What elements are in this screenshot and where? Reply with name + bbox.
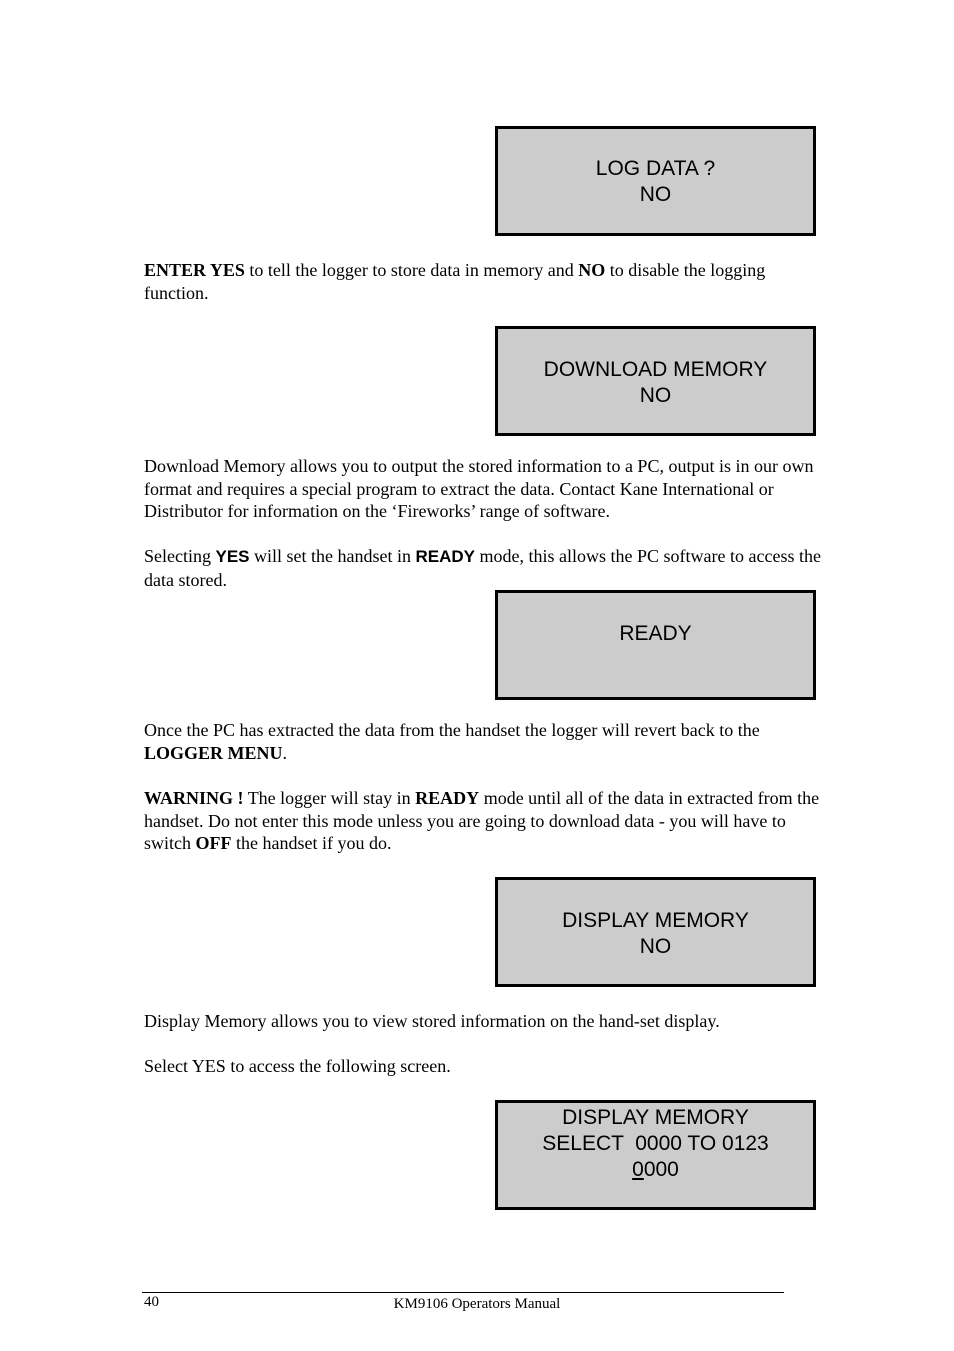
paragraph-display-memory [144,1010,824,1033]
text: . [282,742,288,763]
bold-text: LOGGER MENU [144,742,283,763]
lcd-line-1: LOG DATA ? [595,157,716,180]
footer-title: KM9106 Operators Manual [393,1296,561,1312]
paragraph-warning [144,787,824,855]
text: will set the handset in [249,546,416,566]
text: Once the PC has extracted the data from the handset the logger will revert back to the [144,720,760,740]
lcd-screen-ready [495,590,816,700]
text: Selecting [144,546,216,566]
paragraph-log-data [144,259,824,304]
lcd-screen-log-data [495,126,816,236]
text: Display Memory allows you to view stored information on the hand-set display. [144,1011,720,1031]
lcd-screen-display-memory-select [495,1100,816,1210]
paragraph-once-extracted [144,719,824,764]
paragraph-select-yes [144,1055,824,1078]
bold-text: YES [215,547,250,566]
lcd-line-1: READY [619,622,692,645]
lcd-screen-display-memory [495,877,816,987]
lcd-screen-download-memory [495,326,816,436]
digits: 000 [643,1158,679,1181]
cursor-digit: 0 [632,1158,644,1181]
bold-text: WARNING ! [144,788,244,808]
lcd-line-1: DOWNLOAD MEMORY [543,358,768,381]
paragraph-download-memory [144,455,824,523]
bold-text: ENTER YES [144,260,245,280]
text: Select YES to access the following screen. [144,1056,451,1076]
bold-text: NO [578,260,606,280]
text: the handset if you do. [231,833,392,853]
bold-text: OFF [195,833,232,853]
lcd-line-1: DISPLAY MEMORY [562,909,749,932]
page-number: 40 [144,1294,159,1310]
text: mode until all of the data in extracted from the handset. Do not enter this mode unless you are going to download data - you will have to switch [144,788,820,853]
lcd-line-1: DISPLAY MEMORY [562,1106,749,1129]
lcd-line-2: NO [639,935,672,958]
text: to disable the logging function. [144,260,766,303]
text: mode, this allows the PC software to access the data stored. [144,546,821,590]
bold-text: READY [415,547,476,566]
bold-text: READY [415,788,480,808]
footer-divider [142,1292,784,1293]
text: to tell the logger to store data in memory and [244,260,579,280]
lcd-line-2: NO [639,183,672,206]
lcd-line-3 [498,1157,813,1183]
lcd-line-2: NO [639,384,672,407]
lcd-line-2: SELECT 0000 TO 0123 [542,1132,769,1155]
text: The logger will stay in [243,788,416,808]
paragraph-selecting-yes [144,545,824,591]
text: Download Memory allows you to output the stored information to a PC, output is in our own format and requires a special program to extract the data. Contact Kane International or Distributor for information on the ‘Fireworks’ range of software. [144,456,814,521]
